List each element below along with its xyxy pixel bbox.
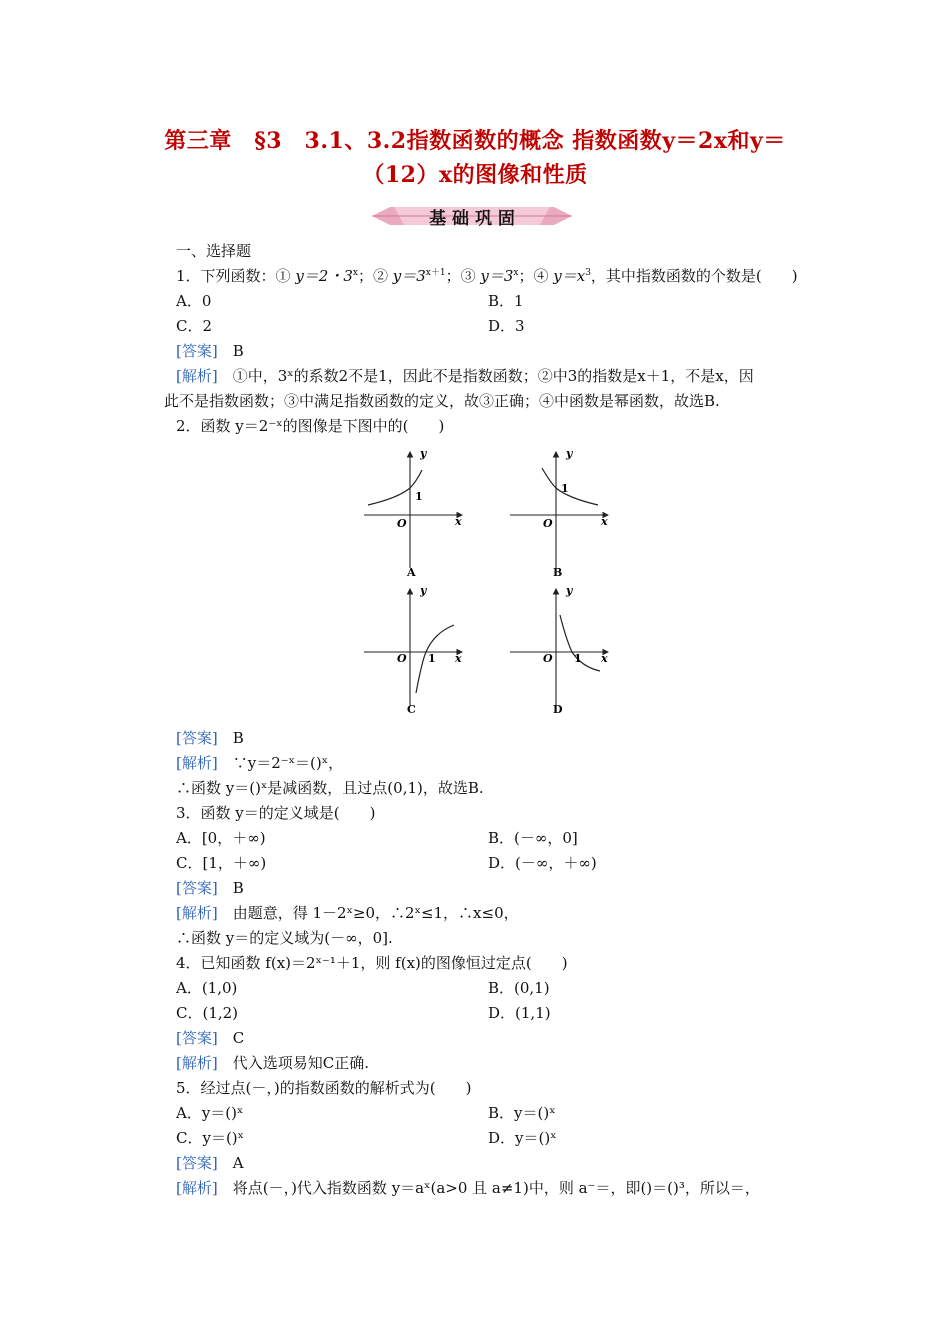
q5-answer: [176, 1153, 244, 1173]
q1-func3: y＝3: [480, 267, 514, 285]
q3-answer: [176, 878, 244, 898]
q3-option-c[interactable]: C．[1，＋∞): [176, 854, 267, 872]
x-label: x: [455, 515, 462, 528]
q4-stem: 4．已知函数 f(x)＝2ˣ⁻¹＋1，则 f(x)的图像恒过定点( ): [176, 954, 568, 972]
answer-tag: [答案]: [176, 729, 218, 747]
q3-answer-value: B: [232, 879, 244, 897]
origin-label: O: [543, 652, 553, 665]
q4-option-d[interactable]: D．(1,1): [488, 1004, 551, 1022]
q2-answer-value: B: [232, 729, 244, 747]
q1-option-a[interactable]: A．0: [176, 292, 212, 310]
q3-analysis-text1: 由题意，得 1－2ˣ≥0，∴2ˣ≤1，∴x≤0，: [217, 904, 519, 922]
answer-tag: [答案]: [176, 1029, 218, 1047]
curve: [368, 470, 422, 505]
q1-option-d[interactable]: D．3: [488, 317, 525, 335]
q2-stem: 2．函数 y＝2⁻ˣ的图像是下图中的( ): [176, 417, 445, 435]
section-banner: [372, 203, 572, 229]
q3-analysis-line2: ∴函数 y＝的定义域为(－∞，0].: [176, 929, 393, 947]
q5-option-b[interactable]: B．y＝()ˣ: [488, 1104, 556, 1122]
q3-option-b[interactable]: B．(－∞，0]: [488, 829, 578, 847]
analysis-tag: [解析]: [176, 367, 218, 385]
origin-label: O: [543, 517, 553, 530]
q5-option-d[interactable]: D．y＝()ˣ: [488, 1129, 557, 1147]
graph-letter: C: [407, 703, 416, 713]
section-heading: 一、选择题: [176, 242, 252, 260]
q1-stem-prefix: 1．下列函数：①: [176, 267, 296, 285]
x-label: x: [455, 652, 462, 665]
graph-letter: D: [553, 703, 563, 713]
q4-answer-value: C: [232, 1029, 245, 1047]
origin-label: O: [397, 652, 407, 665]
analysis-tag: [解析]: [176, 754, 218, 772]
q4-analysis-line1: [176, 1053, 369, 1073]
q2-graph-b[interactable]: [506, 446, 626, 580]
q1-func4-exp: 3: [585, 268, 591, 278]
q1-func2-exp: x＋1: [425, 268, 446, 278]
q2-analysis-line1: [176, 753, 343, 773]
q3-analysis-line1: [176, 903, 519, 923]
q1-sep: ；②: [357, 267, 393, 285]
q5-analysis-line1: [176, 1178, 760, 1198]
q2-graph-c[interactable]: [360, 583, 480, 717]
q1-sep: ；③: [445, 267, 481, 285]
q3-option-a[interactable]: A．[0，＋∞): [176, 829, 266, 847]
q1-analysis-line1: [176, 366, 754, 386]
curve: [542, 468, 598, 505]
y-label: y: [566, 584, 573, 597]
origin-label: O: [397, 517, 407, 530]
q1-func4: y＝x: [553, 267, 586, 285]
banner-text: 基 础 巩 固: [429, 209, 515, 229]
page-title-line1: 第三章 §3 3.1、3.2指数函数的概念 指数函数y＝2x和y＝: [164, 128, 786, 154]
q1-answer-value: B: [232, 342, 244, 360]
q1-func2: y＝3: [392, 267, 426, 285]
analysis-tag: [解析]: [176, 1054, 218, 1072]
answer-tag: [答案]: [176, 1154, 218, 1172]
q1-answer: [176, 341, 244, 361]
q4-option-c[interactable]: C．(1,2): [176, 1004, 239, 1022]
q5-option-a[interactable]: A．y＝()ˣ: [176, 1104, 244, 1122]
x-label: x: [601, 515, 608, 528]
answer-tag: [答案]: [176, 879, 218, 897]
y-label: y: [566, 447, 573, 460]
q4-option-a[interactable]: A．(1,0): [176, 979, 238, 997]
one-label: 1: [561, 482, 569, 495]
q4-answer: [176, 1028, 244, 1048]
q2-graph-d[interactable]: [506, 583, 626, 717]
answer-tag: [答案]: [176, 342, 218, 360]
q2-analysis-line2: ∴函数 y＝()ˣ是减函数，且过点(0,1)，故选B.: [176, 779, 484, 797]
q1-sep: ；④: [518, 267, 554, 285]
q1-analysis-text1: ①中，3ˣ的系数2不是1，因此不是指数函数；②中3的指数是x＋1，不是x，因: [217, 367, 754, 385]
q2-graph-a[interactable]: [360, 446, 480, 580]
q5-answer-value: A: [232, 1154, 244, 1172]
q4-option-b[interactable]: B．(0,1): [488, 979, 550, 997]
q5-analysis-text1: 将点(－，)代入指数函数 y＝aˣ(a>0 且 a≠1)中，则 a⁻＝，即()＝()³，所以＝，: [217, 1179, 760, 1197]
y-label: y: [420, 584, 427, 597]
q2-analysis-text1: ∵y＝2⁻ˣ＝()ˣ，: [217, 754, 344, 772]
graph-letter: B: [553, 566, 563, 576]
q5-stem: 5．经过点(－，)的指数函数的解析式为( ): [176, 1079, 472, 1097]
q1-stem: [176, 266, 798, 286]
one-label: 1: [415, 490, 423, 503]
one-label: 1: [574, 652, 582, 665]
q1-option-c[interactable]: C．2: [176, 317, 213, 335]
analysis-tag: [解析]: [176, 1179, 218, 1197]
x-label: x: [601, 652, 608, 665]
graph-letter: A: [407, 566, 416, 576]
q4-analysis-text1: 代入选项易知C正确.: [217, 1054, 369, 1072]
q1-analysis-line2: 此不是指数函数；③中满足指数函数的定义，故③正确；④中函数是幂函数，故选B.: [164, 392, 720, 410]
q3-stem: 3．函数 y＝的定义域是( ): [176, 804, 376, 822]
q1-stem-suffix: ，其中指数函数的个数是( ): [590, 267, 798, 285]
q5-option-c[interactable]: C．y＝()ˣ: [176, 1129, 245, 1147]
page-title-line2: （12）x的图像和性质: [362, 162, 588, 188]
q1-func1: y＝2・3: [295, 267, 353, 285]
q1-func1-exp: x: [352, 268, 358, 278]
q3-option-d[interactable]: D．(－∞，＋∞): [488, 854, 597, 872]
q1-option-b[interactable]: B．1: [488, 292, 524, 310]
q1-func3-exp: x: [513, 268, 519, 278]
y-label: y: [420, 447, 427, 460]
analysis-tag: [解析]: [176, 904, 218, 922]
q2-answer: [176, 728, 244, 748]
one-label: 1: [428, 652, 436, 665]
